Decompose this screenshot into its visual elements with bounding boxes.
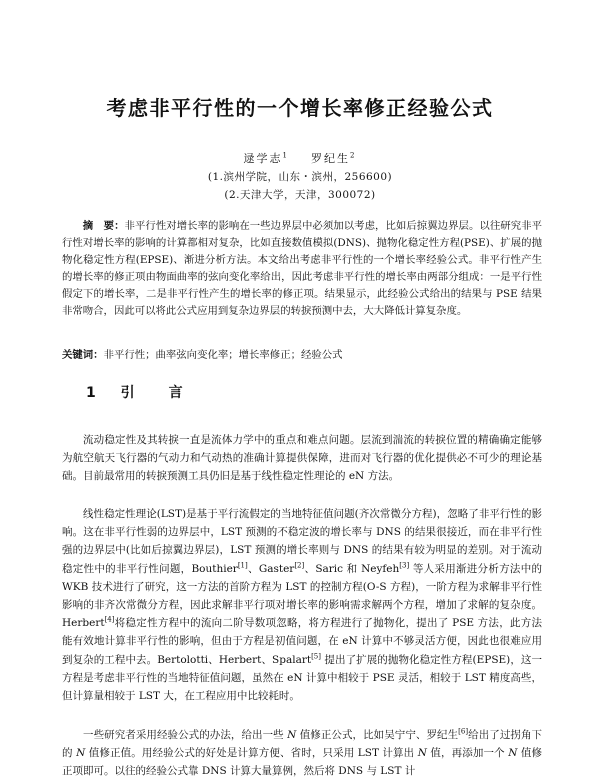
paragraph-text: 给出了过拐角下的 [62,729,543,760]
citation-ref: [1] [237,561,248,570]
abstract [62,218,542,320]
math-symbol-n: N [508,747,518,760]
paragraph-text: 、Gaster [247,562,295,575]
paragraph-text: 等人采用渐进分析方法中的 WKB 技术进行了研究，这一方法的首阶方程为 LST 的控制方程(O-S 方程)，一阶方程为求解非平行性影响的非齐次常微分方程，因此求解非平行项对增长率的影响需求解两个方程，增加了求解的复杂度。Herbert [62,562,542,630]
author-affil-marker: 1 [282,151,289,160]
affiliation-1: (1.滨州学院，山东・滨州，256600) [207,171,393,183]
abstract-label: 摘 要： [82,220,125,232]
abstract-text: 非平行性对增长率的影响在一些边界层中必须加以考虑，比如后掠翼边界层。以往研究非平行性对增长率的影响的计算都相对复杂，比如直接数值模拟(DNS)、抛物化稳定性方程(PSE)、扩展的抛物化稳定性方程(EPSE)、渐进分析方法。本文给出考虑非平行性的一个增长率经验公式。非平行性产生的增长率的修正项由物面曲率的弦向变化率给出，因此考虑非平行性的增长率由两部分组成：一是平行性假定下的增长率，二是非平行性产生的增长率的修正项。结果显示，此经验公式给出的结果与 PSE 结果非常吻合，因此可以将此公式应用到复杂边界层的转捩预测中去，大大降低计算复杂度。 [62,220,542,317]
author-line [0,150,600,166]
keywords [62,347,542,364]
author-affil-marker: 2 [350,151,357,160]
citation-ref: [4] [104,615,115,624]
body-paragraph-2 [62,505,542,705]
paragraph-text: 、Saric 和 Neyfeh [304,562,400,575]
citation-ref: [3] [399,561,410,570]
body-paragraph-1: 流动稳定性及其转捩一直是流体力学中的重点和难点问题。层流到湍流的转捩位置的精确确定能够为航空航天飞行器的气动力和气动热的准确计算提供保障，进而对飞行器的优化提供必不可少的理论基础。目前最常用的转捩预测工具仍旧是基于线性稳定性理论的 eN 方法。 [62,434,542,483]
paragraph-text: 提出了扩展的抛物化稳定性方程(EPSE)，这一方程是考虑非平行性的当地特征值问题，虽然在 eN 计算中相较于 PSE 灵活，相较于 LST 精度高些，但计算量相较于 LST 大，在工程应用中比较耗时。 [62,653,543,703]
math-symbol-n: N [417,747,427,760]
affiliation-2: (2.天津大学，天津，300072) [224,189,376,201]
math-symbol-n: N [287,729,297,741]
section-number: 1 [86,385,106,401]
citation-ref: [6] [458,727,469,736]
math-symbol-n: N [76,747,86,760]
paragraph-text: 一些研究者采用经验公式的办法，给出一些 [83,729,288,741]
paper-title: 考虑非平行性的一个增长率修正经验公式 [106,96,494,120]
citation-ref: [5] [311,652,321,661]
paragraph-text: 值修正值。用经验公式的好处是计算方便、省时，只采用 LST 计算出 [85,747,418,760]
author-name: 逯学志 [243,152,283,165]
citation-ref: [2] [294,561,305,570]
body-paragraph-3 [62,726,542,781]
keywords-label: 关键词： [62,349,104,361]
paragraph-text: 值修正项即可。以往的经验公式靠 DNS 计算大量算例，然后将 DNS 与 LST 计 [62,747,542,778]
section-title: 引 言 [120,385,193,401]
section-heading [86,382,193,402]
paragraph-text: 值修正公式，比如吴宁宁、罗纪生 [296,729,459,741]
paragraph-text: 将稳定性方程中的流向二阶导数项忽略，将方程进行了抛物化，提出了 PSE 方法，此方法能有效地计算非平行性的影响，但由于方程是初值问题，在 eN 计算中不够灵活方便，因此也很难应用到复杂的工程中去。Bertolotti、Herbert、Spalart [62,617,542,666]
paragraph-text: 值，再添加一个 [426,747,509,760]
author-name: 罗纪生 [311,152,350,165]
keywords-text: 非平行性；曲率弦向变化率；增长率修正；经验公式 [103,349,343,361]
paragraph-text: 线性稳定性理论(LST)是基于平行流假定的当地特征值问题(齐次常微分方程)，忽略了非平行性的影响。这在非平行性弱的边界层中，LST 预测的不稳定波的增长率与 DNS 的结果很接近，而在非平行性强的边界层中(比如后掠翼边界层)，LST 预测的增长率则与 DNS 的结果有较为明显的差别。对于流动稳定性中的非平行性问题，Bouthier [62,508,542,575]
